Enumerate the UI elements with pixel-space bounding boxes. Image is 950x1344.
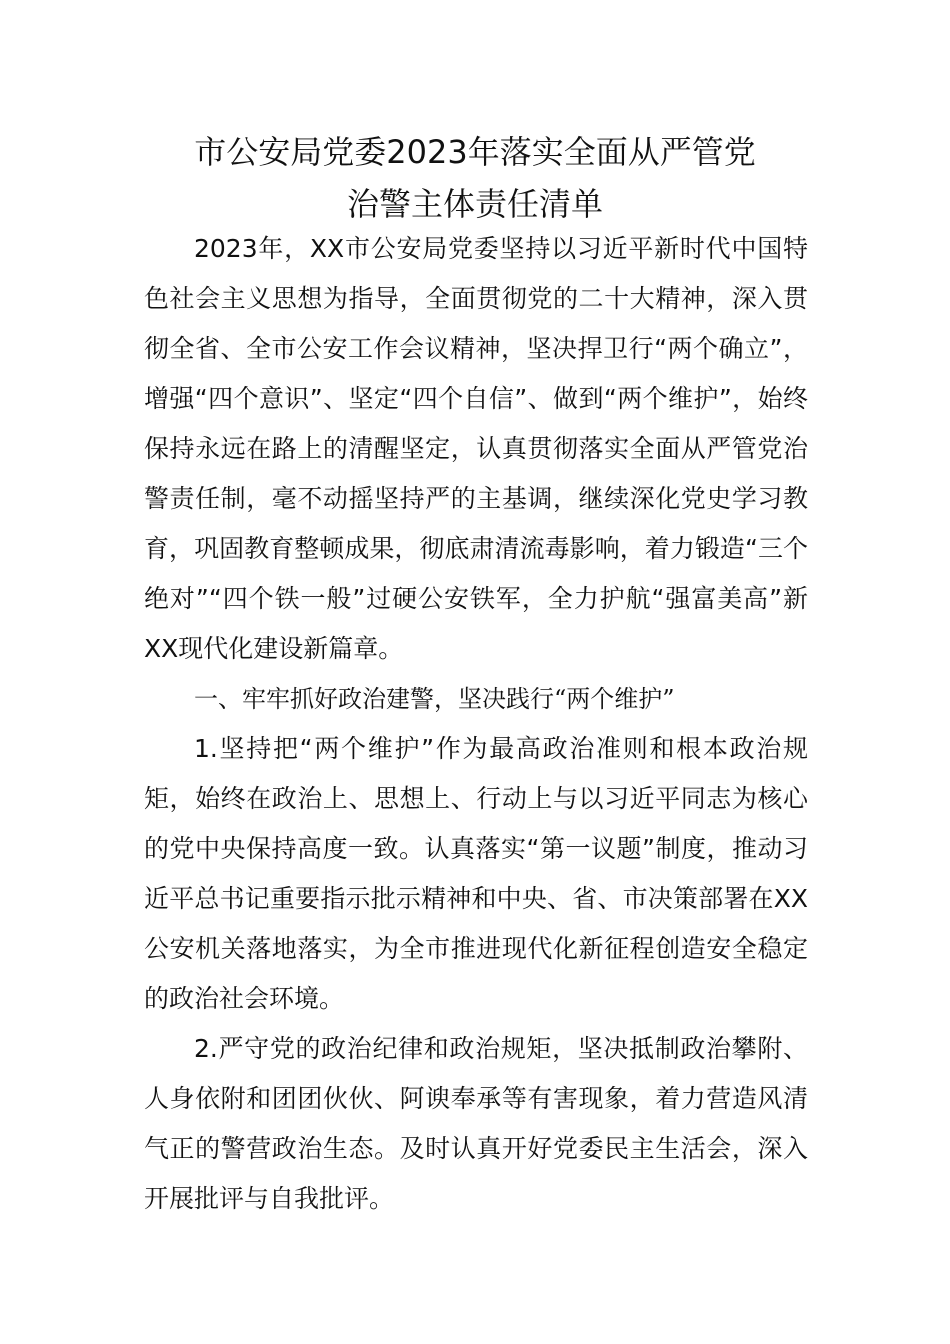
document-body bbox=[144, 224, 808, 1224]
item-1-paragraph: 1.坚持把“两个维护”作为最高政治准则和根本政治规矩，始终在政治上、思想上、行动上与以习近平同志为核心的党中央保持高度一致。认真落实“第一议题”制度，推动习近平总书记重要指示批示精神和中央、省、市决策部署在XX公安机关落地落实，为全市推进现代化新征程创造安全稳定的政治社会环境。 bbox=[144, 734, 808, 1013]
document-title-line-1: 市公安局党委2023年落实全面从严管党 bbox=[194, 133, 756, 171]
document-title-line-2: 治警主体责任清单 bbox=[346, 185, 603, 223]
intro-paragraph: 2023年，XX市公安局党委坚持以习近平新时代中国特色社会主义思想为指导，全面贯彻党的二十大精神，深入贯彻全省、全市公安工作会议精神，坚决捍卫行“两个确立”，增强“四个意识”、坚定“四个自信”、做到“两个维护”，始终保持永远在路上的清醒坚定，认真贯彻落实全面从严管党治警责任制，毫不动摇坚持严的主基调，继续深化党史学习教育，巩固教育整顿成果，彻底肃清流毒影响，着力锻造“三个绝对”“四个铁一般”过硬公安铁军，全力护航“强富美高”新XX现代化建设新篇章。 bbox=[144, 234, 808, 663]
item-2-paragraph: 2.严守党的政治纪律和政治规矩，坚决抵制政治攀附、人身依附和团团伙伙、阿谀奉承等有害现象，着力营造风清气正的警营政治生态。及时认真开好党委民主生活会，深入开展批评与自我批评。 bbox=[144, 1034, 808, 1213]
section-1-heading: 一、牢牢抓好政治建警，坚决践行“两个维护” bbox=[194, 685, 675, 713]
